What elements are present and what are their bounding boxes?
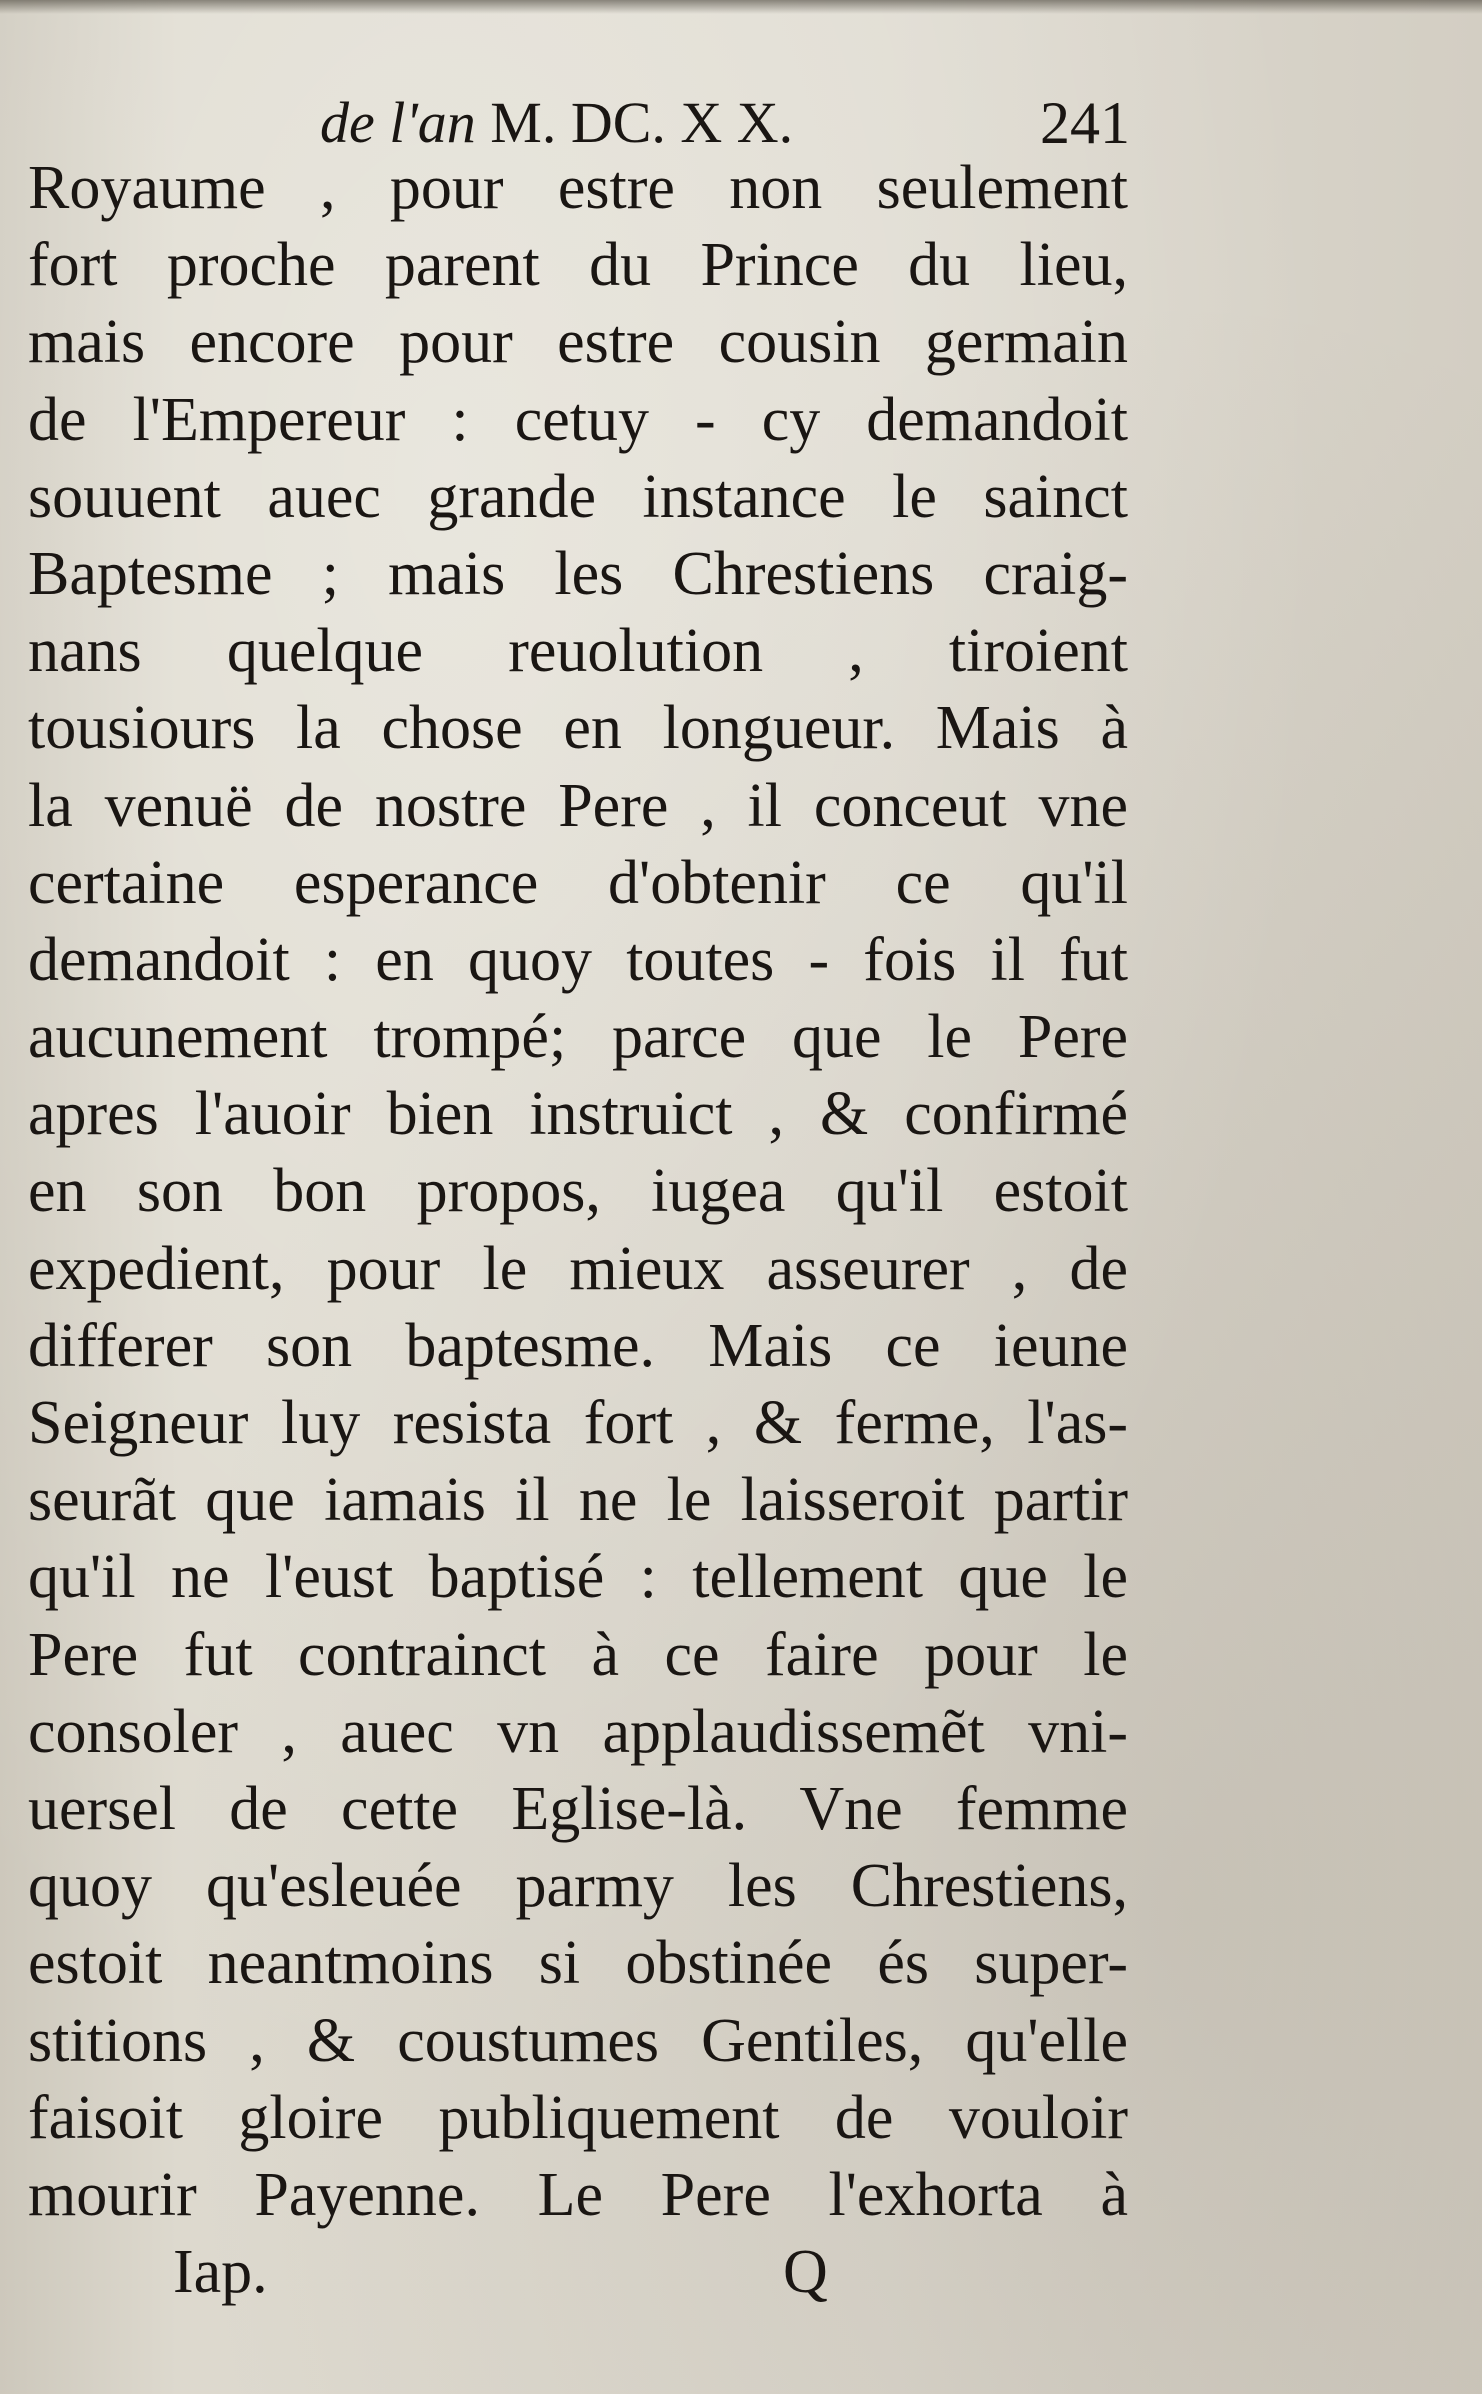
text-line: Pere fut contrainct à ce faire pour le [28, 1620, 1128, 1689]
body-text [28, 150, 1128, 2234]
text-line: quoy qu'esleuée parmy les Chrestiens, [28, 1852, 1128, 1921]
running-head-roman: M. DC. X X. [490, 90, 794, 155]
text-line: estoit neantmoins si obstinée és super- [28, 1929, 1128, 1998]
text-line: certaine esperance d'obtenir ce qu'il [28, 848, 1128, 917]
page-footer [28, 2232, 1128, 2312]
text-line: qu'il ne l'eust baptisé : tellement que le [28, 1543, 1128, 1612]
text-line: souuent auec grande instance le sainct [28, 462, 1128, 531]
text-line: en son bon propos, iugea qu'il estoit [28, 1157, 1128, 1226]
text-line: seurãt que iamais il ne le laisseroit partir [28, 1466, 1128, 1535]
text-line: la venuë de nostre Pere , il conceut vne [28, 771, 1128, 840]
text-line: mourir Payenne. Le Pere l'exhorta à [28, 2160, 1128, 2229]
text-line: demandoit : en quoy toutes - fois il fut [28, 925, 1128, 994]
text-line: Royaume , pour estre non seulement [28, 154, 1128, 222]
text-line: faisoit gloire publiquement de vouloir [28, 2083, 1128, 2152]
text-line: consoler , auec vn applaudissemẽt vni- [28, 1697, 1128, 1766]
text-line: mais encore pour estre cousin germain [28, 308, 1128, 377]
page-number: 241 [1040, 90, 1130, 156]
text-line: Seigneur luy resista fort , & ferme, l'as- [28, 1389, 1128, 1457]
page-edge-shadow [0, 0, 1482, 14]
text-line: Baptesme ; mais les Chrestiens craig- [28, 539, 1128, 608]
signature-mark: Q [783, 2238, 828, 2306]
text-line: fort proche parent du Prince du lieu, [28, 231, 1128, 300]
text-line: aucunement trompé; parce que le Pere [28, 1003, 1128, 1072]
text-line: de l'Empereur : cetuy - cy demandoit [28, 385, 1128, 454]
running-head-italic: de l'an [320, 90, 476, 155]
catchword: Iap. [173, 2238, 268, 2306]
text-line: differer son baptesme. Mais ce ieune [28, 1311, 1128, 1380]
text-line: apres l'auoir bien instruict , & confirmé [28, 1080, 1128, 1149]
text-line: nans quelque reuolution , tiroient [28, 617, 1128, 686]
text-line: stitions , & coustumes Gentiles, qu'elle [28, 2006, 1128, 2075]
text-line: expedient, pour le mieux asseurer , de [28, 1234, 1128, 1303]
text-line: uersel de cette Eglise-là. Vne femme [28, 1774, 1128, 1843]
text-line: tousiours la chose en longueur. Mais à [28, 694, 1128, 763]
